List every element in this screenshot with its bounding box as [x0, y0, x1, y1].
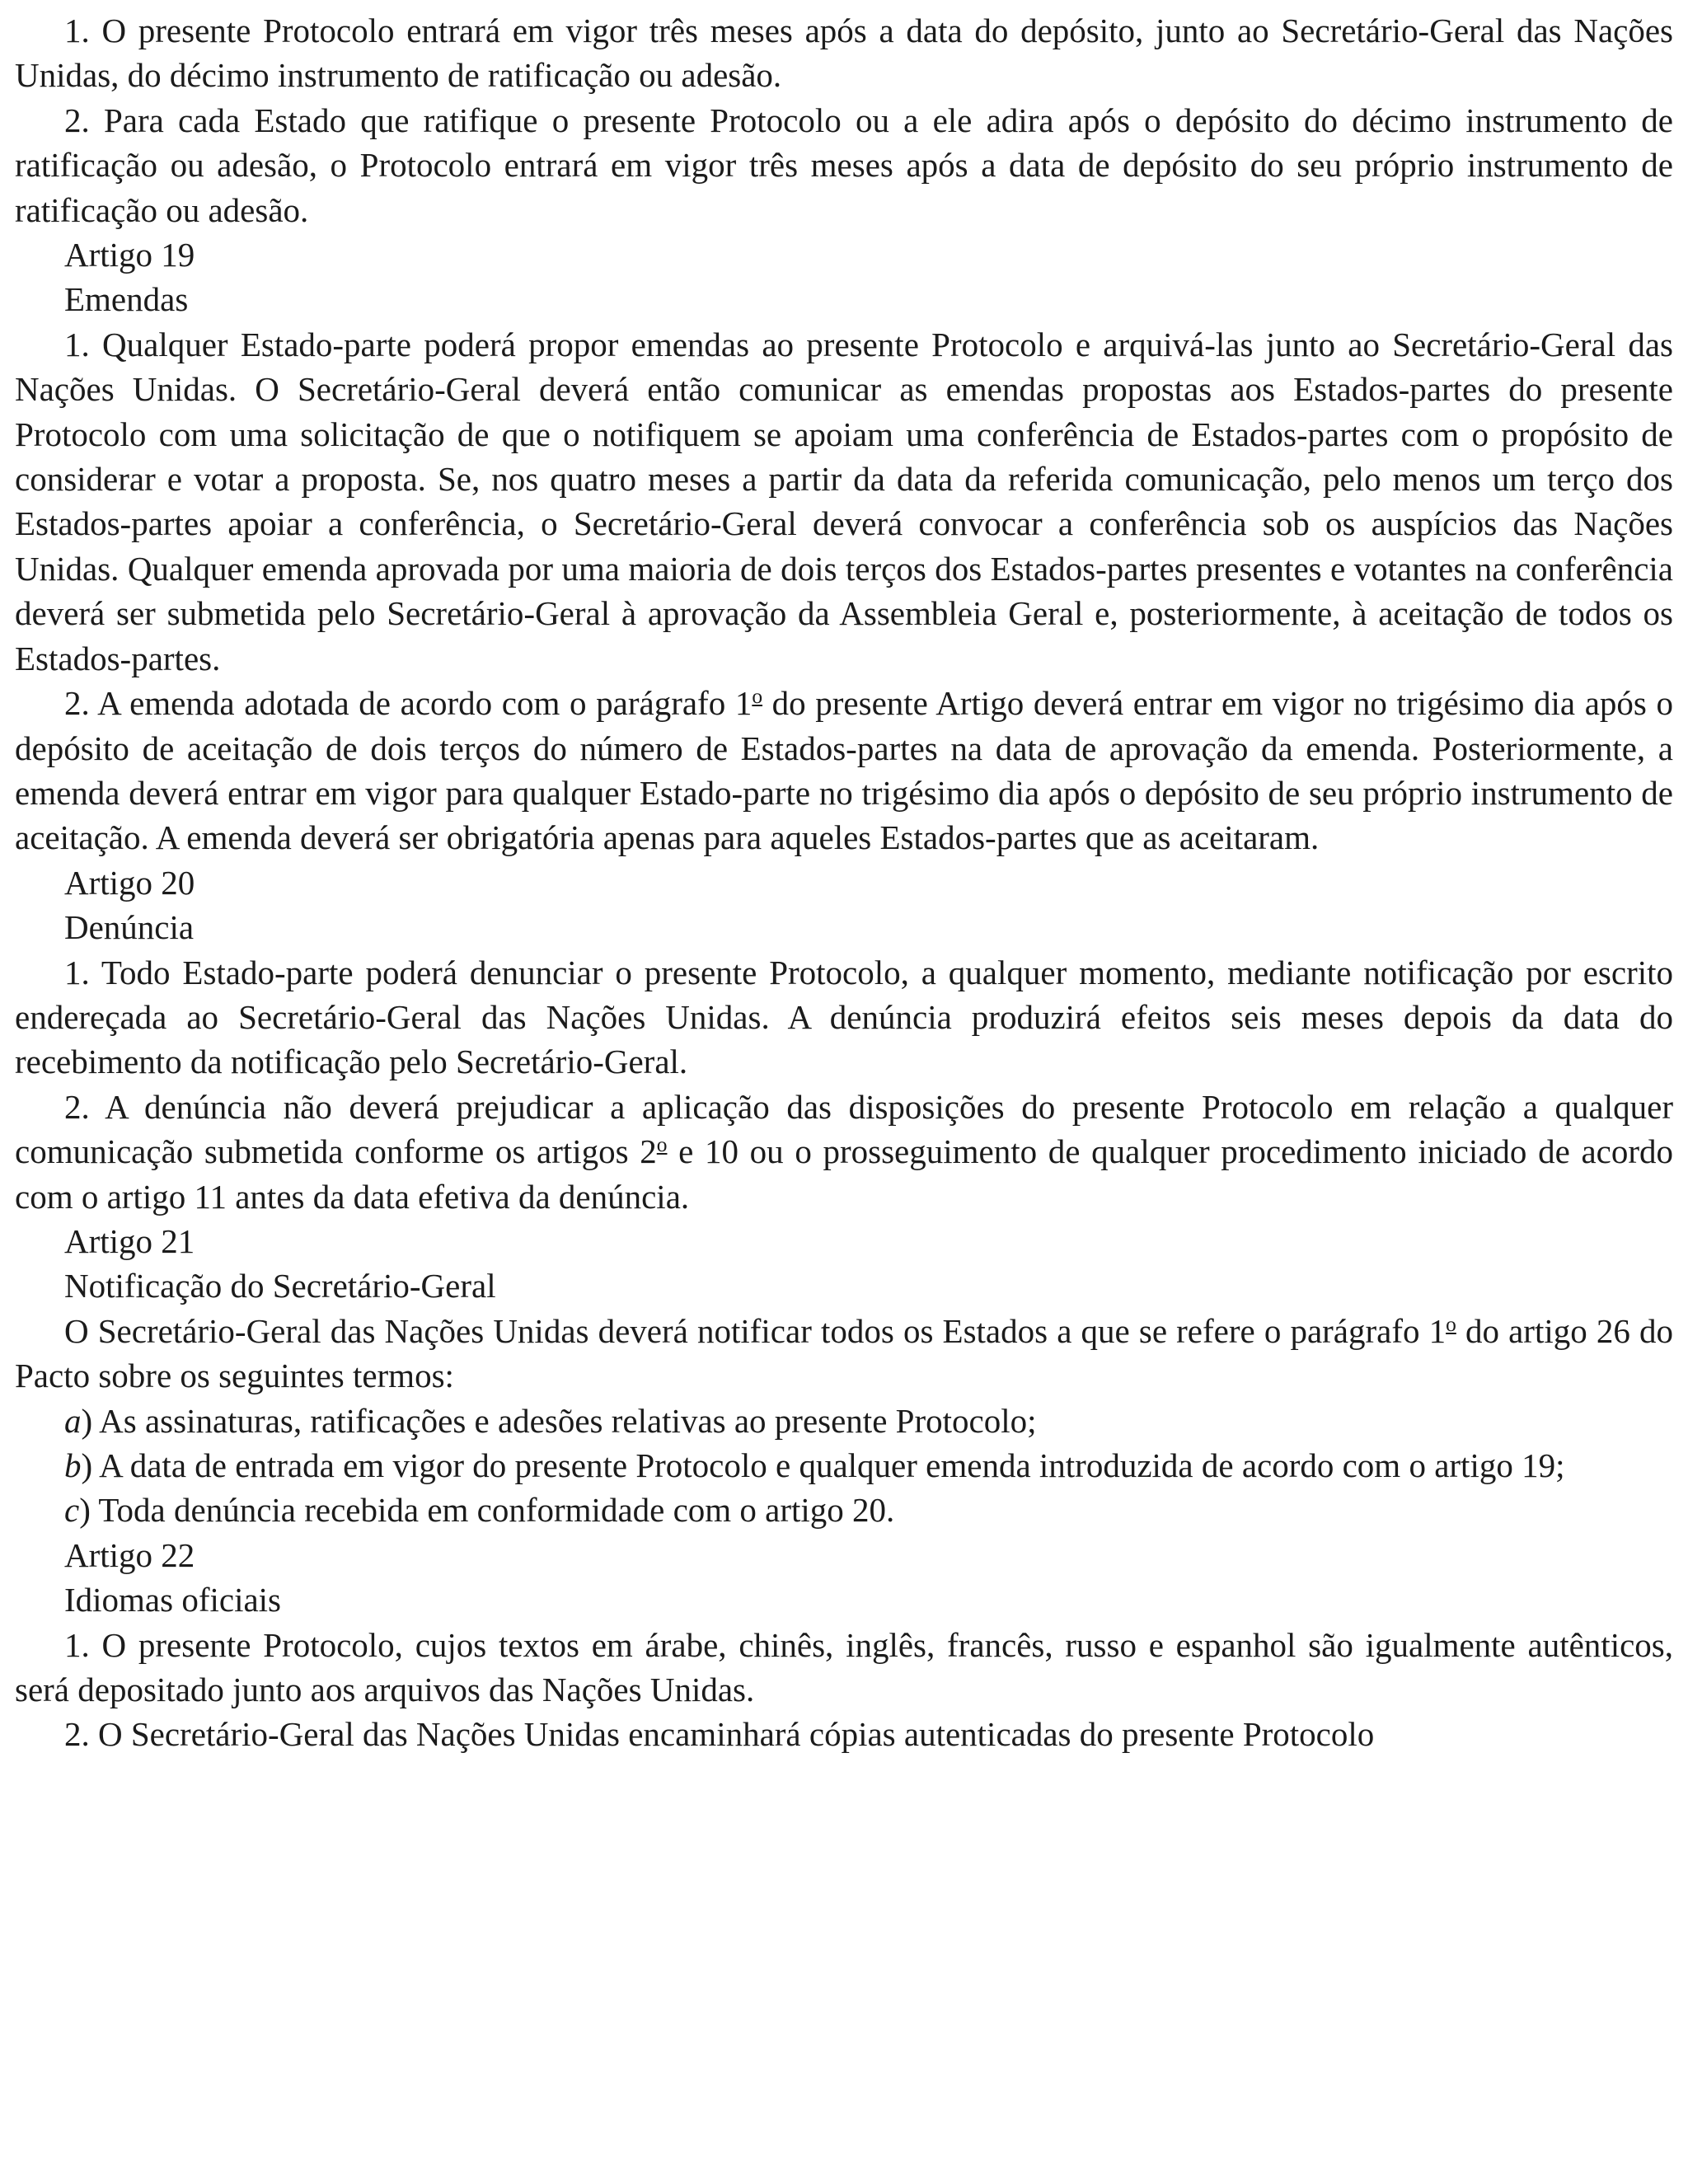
art20-p2-text-b: e 10 ou o prosseguimento de qualquer procedimento iniciado de acordo com o artigo 11 antes da data efetiva da denúncia.	[15, 1132, 1673, 1216]
ordinal-indicator: o	[752, 685, 763, 709]
document-page	[15, 8, 1673, 1757]
art19-paragraph-1: 1. Qualquer Estado-parte poderá propor emendas ao presente Protocolo e arquivá-las junto ao Secretário-Geral das Nações Unidas. O Secretário-Geral deverá então comunicar as emendas propostas aos Estados-partes do presente Protocolo com uma solicitação de que o notifiquem se apoiam uma conferência de Estados-partes com o propósito de considerar e votar a proposta. Se, nos quatro meses a partir da data da referida comunicação, pelo menos um terço dos Estados-partes apoiar a conferência, o Secretário-Geral deverá convocar a conferência sob os auspícios das Nações Unidas. Qualquer emenda aprovada por uma maioria de dois terços dos Estados-partes presentes e votantes na conferência deverá ser submetida pelo Secretário-Geral à aprovação da Assembleia Geral e, posteriormente, à aceitação de todos os Estados-partes.	[15, 325, 1673, 677]
art21-intro-text-a: O Secretário-Geral das Nações Unidas deverá notificar todos os Estados a que se refere o parágrafo 1	[64, 1311, 1447, 1350]
art21-item-a	[15, 1399, 1673, 1443]
art22-number: Artigo 22	[64, 1535, 195, 1574]
item-letter: c	[64, 1491, 80, 1530]
art21-item-c	[15, 1488, 1673, 1532]
item-text: ) A data de entrada em vigor do presente Protocolo e qualquer emenda introduzida de acordo com o artigo 19;	[81, 1446, 1565, 1484]
art20-p2-text-a: 2. A denúncia não deverá prejudicar a aplicação das disposições do presente Protocolo em relação a qualquer comunicação submetida conforme os artigos 2	[15, 1087, 1673, 1171]
art19-number: Artigo 19	[64, 236, 195, 274]
item-text: ) Toda denúncia recebida em conformidade com o artigo 20.	[79, 1491, 895, 1530]
art20-paragraph-2	[15, 1085, 1673, 1219]
art21-item-b	[15, 1443, 1673, 1488]
art21-intro	[15, 1309, 1673, 1399]
art21-intro-text-b: do artigo 26 do Pacto sobre os seguintes termos:	[15, 1311, 1673, 1395]
art20-title: Denúncia	[64, 908, 195, 947]
item-letter: b	[64, 1446, 82, 1484]
art20-number: Artigo 20	[64, 863, 195, 902]
ordinal-indicator: o	[1446, 1312, 1456, 1336]
art18-paragraph-2: 2. Para cada Estado que ratifique o presente Protocolo ou a ele adira após o depósito do décimo instrumento de ratificação ou adesão, o Protocolo entrará em vigor três meses após a data de depósito do seu próprio instrumento de ratificação ou adesão.	[15, 101, 1673, 229]
art19-title: Emendas	[64, 280, 189, 319]
art21-title: Notificação do Secretário-Geral	[64, 1267, 496, 1305]
art18-paragraph-1: 1. O presente Protocolo entrará em vigor três meses após a data do depósito, junto ao Secretário-Geral das Nações Unidas, do décimo instrumento de ratificação ou adesão.	[15, 12, 1673, 95]
ordinal-indicator: o	[656, 1133, 668, 1157]
art22-paragraph-1: 1. O presente Protocolo, cujos textos em árabe, chinês, inglês, francês, russo e espanhol são igualmente autênticos, será depositado junto aos arquivos das Nações Unidas.	[15, 1625, 1673, 1709]
art20-paragraph-1: 1. Todo Estado-parte poderá denunciar o presente Protocolo, a qualquer momento, mediante notificação por escrito endereçada ao Secretário-Geral das Nações Unidas. A denúncia produzirá efeitos seis meses depois da data do recebimento da notificação pelo Secretário-Geral.	[15, 953, 1673, 1081]
art19-p2-text-b: do presente Artigo deverá entrar em vigor no trigésimo dia após o depósito de aceitação de dois terços do número de Estados-partes na data de aprovação da emenda. Posteriormente, a emenda deverá entrar em vigor para qualquer Estado-parte no trigésimo dia após o depósito de seu próprio instrumento de aceitação. A emenda deverá ser obrigatória apenas para aqueles Estados-partes que as aceitaram.	[15, 684, 1673, 857]
art19-paragraph-2	[15, 681, 1673, 860]
art21-number: Artigo 21	[64, 1221, 195, 1260]
art22-title: Idiomas oficiais	[64, 1581, 282, 1619]
art19-p2-text-a: 2. A emenda adotada de acordo com o parágrafo 1	[64, 684, 753, 723]
item-letter: a	[64, 1401, 82, 1440]
art22-paragraph-2: 2. O Secretário-Geral das Nações Unidas encaminhará cópias autenticadas do presente Protocolo	[64, 1715, 1375, 1754]
item-text: ) As assinaturas, ratificações e adesões relativas ao presente Protocolo;	[81, 1401, 1037, 1440]
